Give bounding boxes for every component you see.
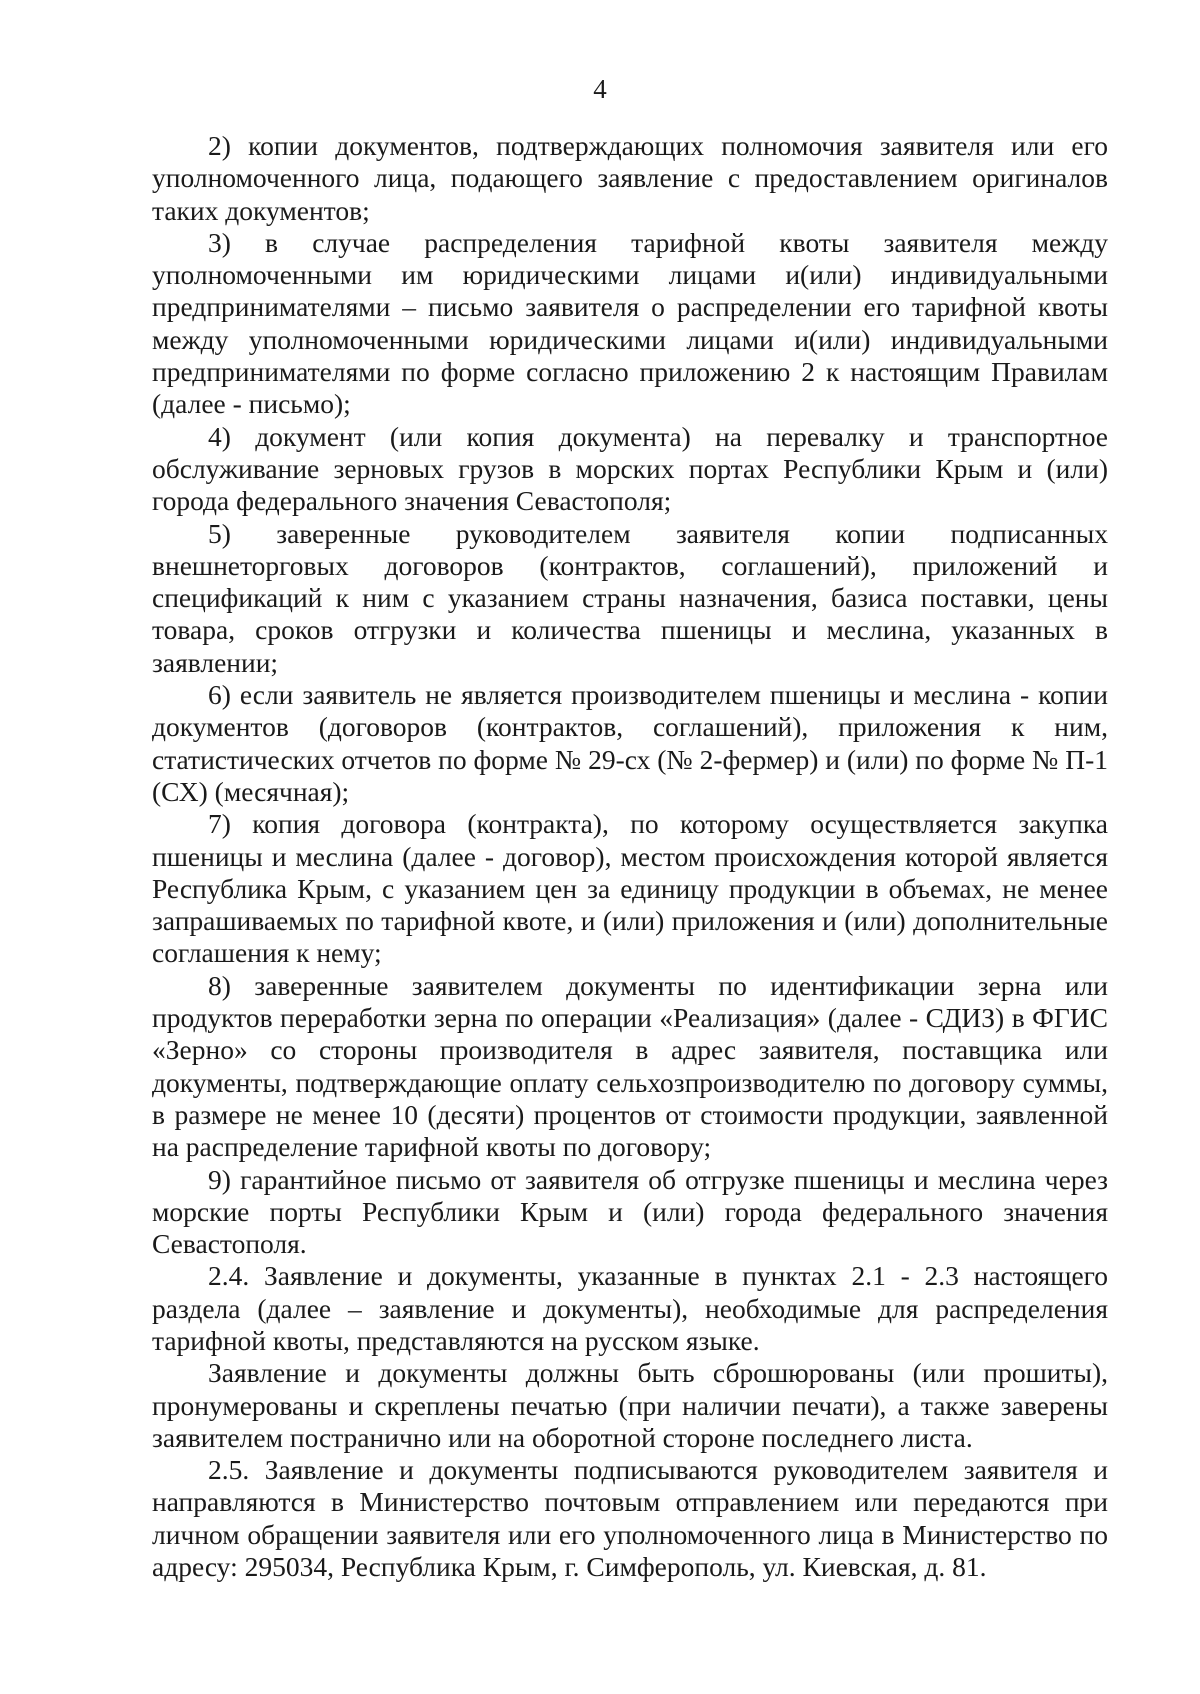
paragraph-item-8: 8) заверенные заявителем документы по идентификации зерна или продуктов переработки зерна по операции «Реализация» (далее - СДИЗ) в ФГИС «Зерно» со стороны производителя в адрес заявителя, поставщика или документы, подтверждающие оплату сельхозпроизводителю по договору суммы, в размере не менее 10 (десяти) процентов от стоимости продукции, заявленной на распределение тарифной квоты по договору; bbox=[152, 969, 1108, 1163]
document-body bbox=[152, 130, 1108, 1583]
paragraph-item-5: 5) заверенные руководителем заявителя копии подписанных внешнеторговых договоров (контрактов, соглашений), приложений и спецификаций к ним с указанием страны назначения, базиса поставки, цены товара, сроков отгрузки и количества пшеницы и меслина, указанных в заявлении; bbox=[152, 517, 1108, 678]
paragraph-item-3: 3) в случае распределения тарифной квоты заявителя между уполномоченными им юридическими лицами и(или) индивидуальными предпринимателями – письмо заявителя о распределении его тарифной квоты между уполномоченными юридическими лицами и(или) индивидуальными предпринимателями по форме согласно приложению 2 к настоящим Правилам (далее - письмо); bbox=[152, 226, 1108, 420]
paragraph-item-2: 2) копии документов, подтверждающих полномочия заявителя или его уполномоченного лица, подающего заявление с предоставлением оригиналов таких документов; bbox=[152, 130, 1108, 226]
paragraph-item-7: 7) копия договора (контракта), по которому осуществляется закупка пшеницы и меслина (далее - договор), местом происхождения которой является Республика Крым, с указанием цен за единицу продукции в объемах, не менее запрашиваемых по тарифной квоте, и (или) приложения и (или) дополнительные соглашения к нему; bbox=[152, 808, 1108, 969]
page-number: 4 bbox=[593, 74, 607, 104]
paragraph-item-9: 9) гарантийное письмо от заявителя об отгрузке пшеницы и меслина через морские порты Республики Крым и (или) города федерального значения Севастополя. bbox=[152, 1163, 1108, 1260]
paragraph-section-2-4: 2.4. Заявление и документы, указанные в пунктах 2.1 - 2.3 настоящего раздела (далее – заявление и документы), необходимые для распределения тарифной квоты, представляются на русском языке. bbox=[152, 1260, 1108, 1356]
paragraph-section-2-5: 2.5. Заявление и документы подписываются руководителем заявителя и направляются в Министерство почтовым отправлением или передаются при личном обращении заявителя или его уполномоченного лица в Министерство по адресу: 295034, Республика Крым, г. Симферополь, ул. Киевская, д. 81. bbox=[152, 1454, 1108, 1583]
paragraph-item-4: 4) документ (или копия документа) на перевалку и транспортное обслуживание зерновых грузов в морских портах Республики Крым и (или) города федерального значения Севастополя; bbox=[152, 420, 1108, 517]
paragraph-item-6: 6) если заявитель не является производителем пшеницы и меслина - копии документов (договоров (контрактов, соглашений), приложения к ним, статистических отчетов по форме № 29-сх (№ 2-фермер) и (или) по форме № П-1 (СХ) (месячная); bbox=[152, 679, 1108, 807]
paragraph-section-2-4-binding: Заявление и документы должны быть сброшюрованы (или прошиты), пронумерованы и скреплены печатью (при наличии печати), а также заверены заявителем постранично или на оборотной стороне последнего листа. bbox=[152, 1357, 1108, 1453]
